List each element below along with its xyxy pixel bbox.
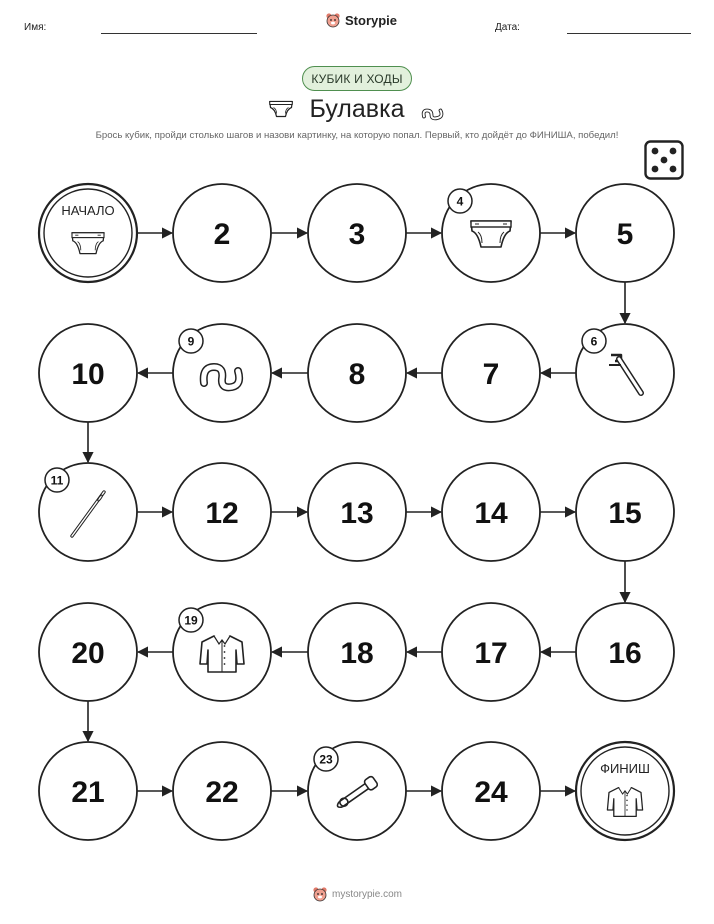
space-number: 2	[213, 218, 231, 251]
board-space-18[interactable]	[308, 603, 406, 701]
brand-name: Storypie	[345, 12, 398, 28]
board-space-1[interactable]	[39, 184, 137, 282]
footer-url: mystorypie.com	[331, 888, 402, 900]
space-number: 6	[590, 334, 598, 349]
date-label: Дата:	[495, 22, 520, 33]
start-label: НАЧАЛО	[61, 203, 115, 218]
space-number: 23	[319, 752, 333, 767]
space-number: 19	[184, 613, 198, 628]
space-number: 10	[71, 358, 105, 391]
board-space-19[interactable]	[173, 603, 271, 701]
board-space-5[interactable]	[576, 184, 674, 282]
space-number: 3	[348, 218, 366, 251]
name-label: Имя:	[24, 22, 47, 33]
space-number: 15	[608, 497, 642, 530]
space-number: 24	[474, 776, 508, 809]
page-title: Булавка	[309, 94, 405, 123]
space-number: 5	[616, 218, 634, 251]
space-number: 14	[474, 497, 508, 530]
board-space-14[interactable]	[442, 463, 540, 561]
space-number: 11	[50, 473, 64, 488]
board-space-2[interactable]	[173, 184, 271, 282]
board-space-8[interactable]	[308, 324, 406, 422]
board-space-15[interactable]	[576, 463, 674, 561]
activity-badge: КУБИК И ХОДЫ	[302, 66, 412, 91]
board-space-21[interactable]	[39, 742, 137, 840]
board-space-17[interactable]	[442, 603, 540, 701]
space-number: 17	[474, 637, 508, 670]
finish-label: ФИНИШ	[600, 761, 650, 776]
space-number: 21	[71, 776, 105, 809]
space-number: 4	[456, 194, 464, 209]
board-space-20[interactable]	[39, 603, 137, 701]
board-space-12[interactable]	[173, 463, 271, 561]
space-number: 9	[187, 334, 195, 349]
board-space-13[interactable]	[308, 463, 406, 561]
bear-icon	[312, 886, 328, 902]
board-space-7[interactable]	[442, 324, 540, 422]
space-number: 13	[340, 497, 374, 530]
board-space-6[interactable]	[576, 324, 674, 422]
board-space-4[interactable]	[442, 184, 540, 282]
space-number: 7	[482, 358, 500, 391]
instructions-text: Брось кубик, пройди столько шагов и назови картинку, на которую попал. Первый, кто дойдёт до ФИНИША, победил!	[95, 130, 619, 141]
board-space-11[interactable]	[39, 463, 137, 561]
board-space-23[interactable]	[308, 742, 406, 840]
space-number: 20	[71, 637, 105, 670]
space-number: 18	[340, 637, 374, 670]
board-space-10[interactable]	[39, 324, 137, 422]
board-space-3[interactable]	[308, 184, 406, 282]
space-number: 12	[205, 497, 239, 530]
board-space-22[interactable]	[173, 742, 271, 840]
board-space-24[interactable]	[442, 742, 540, 840]
space-number: 16	[608, 637, 642, 670]
space-number: 22	[205, 776, 239, 809]
space-number: 8	[348, 358, 366, 391]
board-space-16[interactable]	[576, 603, 674, 701]
footer	[0, 886, 714, 902]
board-space-9[interactable]	[173, 324, 271, 422]
board-space-25[interactable]	[576, 742, 674, 840]
